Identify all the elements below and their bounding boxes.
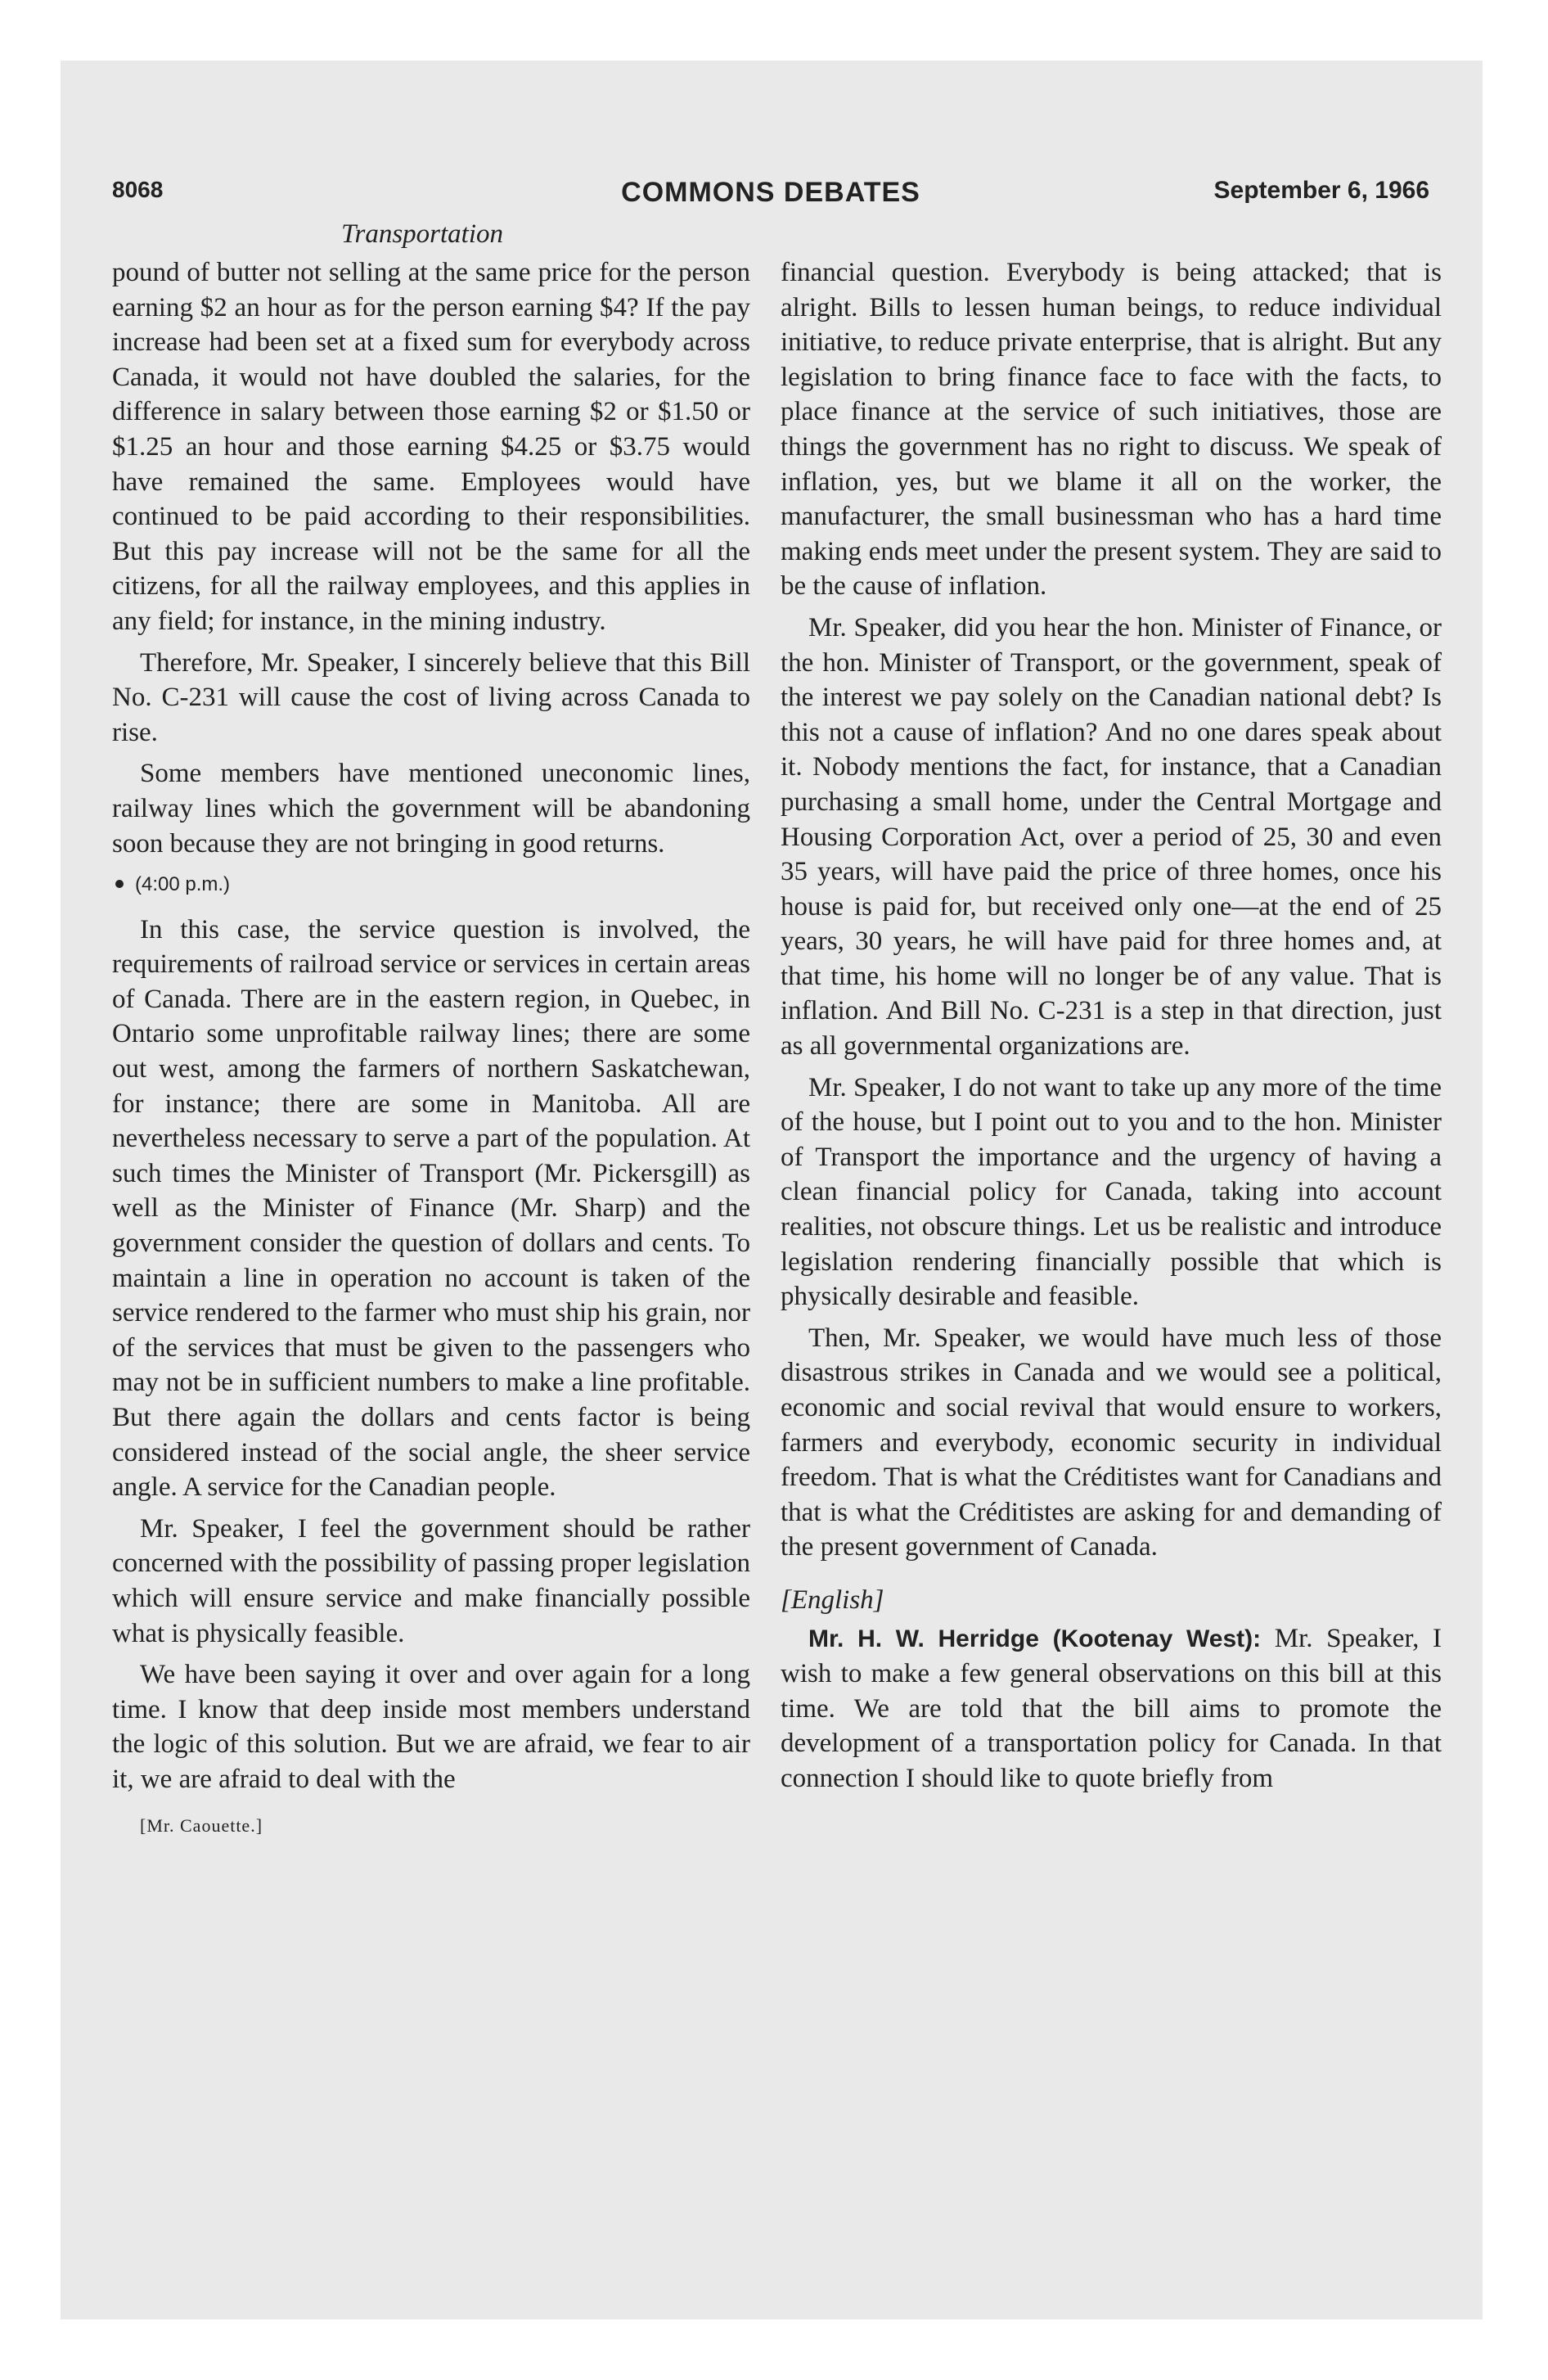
speaker-name: Mr. H. W. Herridge (Kootenay West): [808, 1625, 1262, 1652]
bullet-icon [115, 880, 124, 888]
language-tag: [English] [781, 1584, 884, 1615]
page-header [112, 177, 1429, 218]
paragraph: financial question. Everybody is being attacked; that is alright. Bills to lessen human beings, to reduce individual initiative, to reduce private enterprise, that is alright. But any legislation to bring finance face to face with the facts, to place finance at the service of such initiatives, those are things the government has no right to discuss. We speak of inflation, yes, but we blame it all on the worker, the manufacturer, the small businessman who has a hard time making ends meet under the present system. They are said to be the cause of inflation. [781, 258, 1442, 602]
paragraph: Therefore, Mr. Speaker, I sincerely believe that this Bill No. C-231 will cause the cost of living across Canada to rise. [112, 647, 750, 747]
paragraph: Some members have mentioned uneconomic lines, railway lines which the government will be abandoning soon because they are not bringing in good returns. [112, 759, 750, 859]
paragraph: pound of butter not selling at the same price for the person earning $2 an hour as for the person earning $4? If the pay increase had been set at a fixed sum for everybody across Canada, it would not have doubled the salaries, for the difference in salary between those earning $2 or $1.50 or $1.25 an hour and those earning $4.25 or $3.75 would have remained the same. Employees would have continued to be paid according to their responsibilities. But this pay increase will not be the same for all the citizens, for all the railway employees, and this applies in any field; for instance, in the mining industry. [112, 258, 750, 636]
paragraph: Mr. Speaker, I do not want to take up any more of the time of the house, but I point out to you and to the hon. Minister of Transport the importance and the urgency of having a clean financial policy for Canada, taking into account realities, not obscure things. Let us be realistic and introduce legislation rendering financially possible that which is physically desirable and feasible. [781, 1072, 1442, 1312]
paragraph: Mr. Speaker, did you hear the hon. Minister of Finance, or the hon. Minister of Transport, or the government, speak of the interest we pay solely on the Canadian national debt? Is this not a cause of inflation? And no one dares speak about it. Nobody mentions the fact, for instance, that a Canadian purchasing a small home, under the Central Mortgage and Housing Corporation Act, over a period of 25, 30 and even 35 years, will have paid the price of three homes, once his house is paid for, but received only one—at the end of 25 years, 30 years, he will have paid for three homes and, at that time, his home will no longer be of any value. That is inflation. And Bill No. C-231 is a step in that direction, just as all governmental organizations are. [781, 612, 1442, 1062]
page-number: 8068 [112, 177, 164, 202]
section-title: Transportation [340, 219, 504, 249]
paragraph: We have been saying it over and over again for a long time. I know that deep inside most members understand the logic of this solution. But we are afraid, we fear to air it, we are afraid to deal with the [112, 1660, 750, 1794]
speaker-footnote: [Mr. Caouette.] [140, 1814, 263, 1836]
right-column [781, 255, 1442, 1803]
paragraph: Mr. Speaker, I feel the government should be rather concerned with the possibility of passing proper legislation which will ensure service and make financially possible what is physically feasible. [112, 1513, 750, 1648]
speech-paragraph [781, 1621, 1442, 1796]
page-date: September 6, 1966 [1213, 177, 1429, 204]
paragraph: In this case, the service question is involved, the requirements of railroad service or services in certain areas of Canada. There are in the eastern region, in Quebec, in Ontario some unprofitable railway lines; there are some out west, among the farmers of northern Saskatchewan, for instance; there are some in Manitoba. All are nevertheless necessary to serve a part of the population. At such times the Minister of Transport (Mr. Pickersgill) as well as the Minister of Finance (Mr. Sharp) and the government consider the question of dollars and cents. To maintain a line in operation no account is taken of the service rendered to the farmer who must ship his grain, nor of the services that must be given to the passengers who may not be in sufficient numbers to make a line profitable. But there again the dollars and cents factor is being considered instead of the social angle, the sheer service angle. A service for the Canadian people. [112, 914, 750, 1503]
left-column [112, 255, 750, 1850]
time-marker-text: (4:00 p.m.) [135, 873, 231, 896]
speech-text: Mr. Speaker, I wish to make a few general observations on this bill at this time. We are told that the bill aims to promote the development of a transportation policy for Canada. In that connection I should like to quote briefly from [781, 1623, 1442, 1793]
time-marker [112, 868, 750, 903]
publication-title: COMMONS DEBATES [621, 177, 920, 208]
paragraph: Then, Mr. Speaker, we would have much less of those disastrous strikes in Canada and we would see a political, economic and social revival that would ensure to workers, farmers and everybody, economic security in individual freedom. That is what the Créditistes want for Canadians and that is what the Créditistes are asking for and demanding of the present government of Canada. [781, 1323, 1442, 1562]
